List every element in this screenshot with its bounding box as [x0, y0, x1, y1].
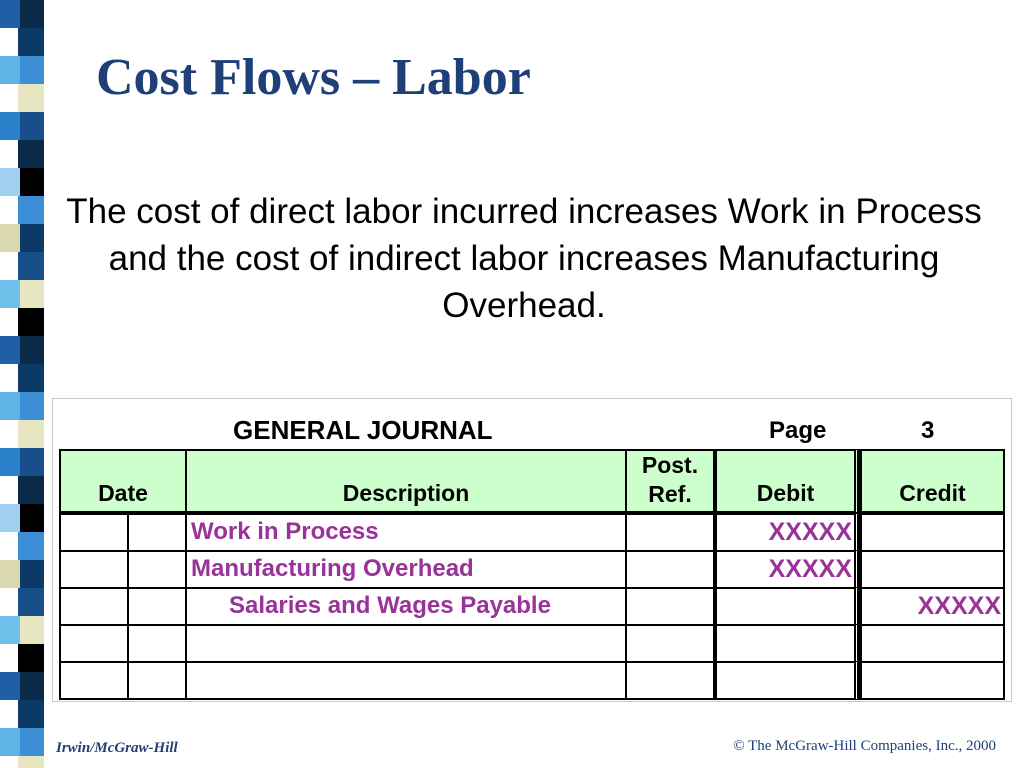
entry-description: Salaries and Wages Payable [229, 592, 551, 619]
description-cell [185, 587, 627, 626]
stripe-segment [18, 476, 44, 504]
stripe-segment [18, 308, 44, 336]
stripe-segment [20, 560, 44, 588]
stripe-segment [18, 364, 44, 392]
stripe-segment [18, 84, 44, 112]
header-debit: Debit [715, 449, 859, 513]
entry-description: Manufacturing Overhead [191, 555, 474, 582]
stripe-segment [18, 588, 44, 616]
post-ref-cell [625, 624, 715, 663]
date-month-cell [59, 661, 129, 700]
post-ref-cell [625, 587, 715, 626]
debit-cell [715, 550, 859, 589]
stripe-segment [0, 504, 20, 532]
slide-body-text: The cost of direct labor incurred increases Work in Process and the cost of indirect labor increases Manufacturing Overhead. [66, 192, 982, 325]
stripe-segment [20, 280, 44, 308]
stripe-segment [0, 168, 20, 196]
description-cell [185, 624, 627, 663]
post-ref-cell [625, 550, 715, 589]
stripe-segment [18, 532, 44, 560]
journal-title: GENERAL JOURNAL [233, 415, 493, 445]
stripe-segment [18, 700, 44, 728]
description-cell [185, 550, 627, 589]
header-description: Description [185, 449, 627, 513]
stripe-segment [0, 336, 20, 364]
stripe-segment [20, 56, 44, 84]
stripe-segment [0, 224, 20, 252]
debit-amount: XXXXX [768, 555, 852, 583]
decorative-stripe [0, 0, 44, 768]
stripe-segment [18, 756, 44, 768]
stripe-segment [20, 224, 44, 252]
debit-cell [715, 624, 859, 663]
stripe-segment [20, 168, 44, 196]
stripe-segment [20, 728, 44, 756]
debit-cell [715, 661, 859, 700]
footer-publisher: Irwin/McGraw-Hill [56, 740, 178, 756]
stripe-segment [0, 728, 20, 756]
stripe-segment [20, 0, 44, 28]
credit-cell [859, 624, 1005, 663]
stripe-segment [0, 616, 20, 644]
credit-cell [859, 661, 1005, 700]
stripe-segment [18, 252, 44, 280]
slide-title: Cost Flows – Labor [96, 49, 531, 106]
stripe-segment [18, 28, 44, 56]
date-day-cell [127, 513, 187, 552]
credit-amount: XXXXX [917, 592, 1001, 620]
post-ref-line1: Post. [641, 452, 699, 478]
stripe-segment [20, 392, 44, 420]
stripe-segment [18, 140, 44, 168]
date-month-cell [59, 587, 129, 626]
credit-cell [859, 587, 1005, 626]
header-date: Date [59, 449, 187, 513]
date-month-cell [59, 550, 129, 589]
stripe-segment [20, 112, 44, 140]
stripe-segment [0, 672, 20, 700]
stripe-segment [20, 336, 44, 364]
stripe-segment [0, 560, 20, 588]
debit-amount: XXXXX [768, 518, 852, 546]
stripe-segment [20, 504, 44, 532]
journal-page-number: 3 [921, 417, 935, 444]
entry-description: Work in Process [191, 518, 379, 545]
post-ref-cell [625, 513, 715, 552]
stripe-segment [18, 420, 44, 448]
description-cell [185, 513, 627, 552]
date-day-cell [127, 550, 187, 589]
stripe-segment [0, 112, 20, 140]
stripe-segment [0, 280, 20, 308]
stripe-segment [0, 56, 20, 84]
stripe-segment [20, 672, 44, 700]
date-day-cell [127, 661, 187, 700]
footer-copyright: © The McGraw-Hill Companies, Inc., 2000 [733, 738, 996, 754]
stripe-segment [20, 448, 44, 476]
stripe-segment [18, 644, 44, 672]
general-journal [52, 398, 1012, 702]
header-post-ref [625, 449, 715, 513]
debit-cell [715, 513, 859, 552]
date-month-cell [59, 513, 129, 552]
journal-table [53, 399, 1013, 703]
date-day-cell [127, 587, 187, 626]
post-ref-line2: Ref. [648, 481, 692, 507]
date-day-cell [127, 624, 187, 663]
header-credit: Credit [859, 449, 1005, 513]
credit-cell [859, 513, 1005, 552]
post-ref-cell [625, 661, 715, 700]
stripe-segment [0, 392, 20, 420]
stripe-segment [20, 616, 44, 644]
stripe-segment [18, 196, 44, 224]
credit-cell [859, 550, 1005, 589]
date-month-cell [59, 624, 129, 663]
stripe-segment [0, 448, 20, 476]
stripe-segment [0, 0, 20, 28]
debit-cell [715, 587, 859, 626]
description-cell [185, 661, 627, 700]
journal-page-label: Page [769, 417, 827, 444]
